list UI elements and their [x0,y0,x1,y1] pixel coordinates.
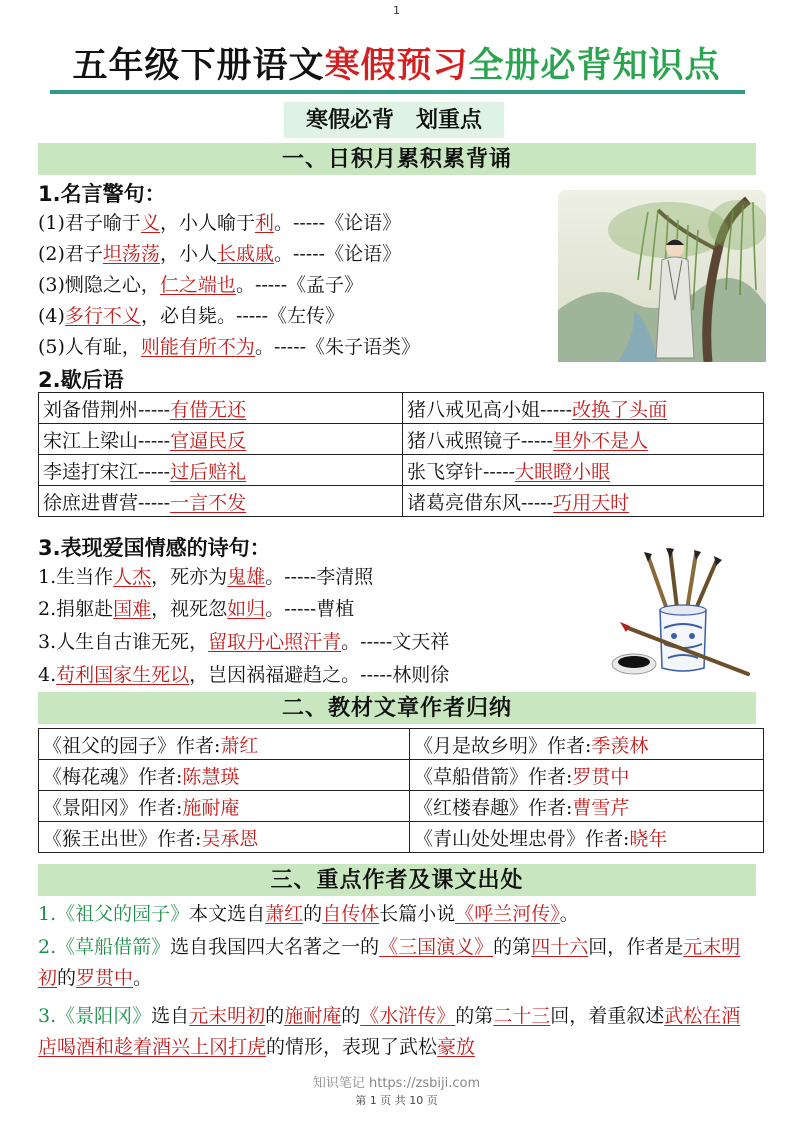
title-part-knowledge: 全册必背知识点 [468,45,721,86]
authors-table [38,728,764,853]
quote-line: (1)君子喻于义，小人喻于利。-----《论语》 [38,212,402,234]
brush-pot-illustration [608,548,758,688]
title-part-preview: 寒假预习 [324,45,469,86]
section1-band: 一、日积月累积累背诵 [38,143,756,175]
xiehouyu-table [38,392,764,517]
poem-line: 1.生当作人杰，死亦为鬼雄。-----李清照 [38,566,374,588]
section2-band: 二、教材文章作者归纳 [38,692,756,724]
heading-quotes: 1.名言警句： [38,182,166,206]
source-paragraph-3: 3.《景阳冈》选自元末明初的施耐庵的《水浒传》的第二十三回，着重叙述武松在酒店喝酒和趁着酒兴上冈打虎的情形，表现了武松豪放 [38,1005,741,1058]
table-row: 《猴王出世》作者:吴承恩 《青山处处埋忠骨》作者:晓年 [39,822,764,853]
table-row: 宋江上梁山-----官逼民反 猪八戒照镜子-----里外不是人 [39,424,764,455]
quote-line: (3)恻隐之心，仁之端也。-----《孟子》 [38,274,364,296]
poem-line: 4.苟利国家生死以，岂因祸福避趋之。-----林则徐 [38,664,450,686]
table-row: 《景阳冈》作者:施耐庵 《红楼春趣》作者:曹雪芹 [39,791,764,822]
quote-line: (5)人有耻，则能有所不为。-----《朱子语类》 [38,336,421,358]
table-row: 《祖父的园子》作者:萧红 《月是故乡明》作者:季羡林 [39,729,764,760]
section3-band: 三、重点作者及课文出处 [38,864,756,896]
table-row: 徐庶进曹营-----一言不发 诸葛亮借东风-----巧用天时 [39,486,764,517]
quote-line: (4)多行不义，必自毙。-----《左传》 [38,305,345,327]
table-row: 刘备借荆州-----有借无还 猪八戒见高小姐-----改换了头面 [39,393,764,424]
page-title [0,42,793,90]
source-paragraph-1: 1.《祖父的园子》本文选自萧红的自传体长篇小说《呼兰河传》。 [38,903,579,925]
footer-site: 知识笔记 https://zsbiji.com [312,1076,481,1091]
title-underline [50,90,745,94]
quote-line: (2)君子坦荡荡，小人长戚戚。-----《论语》 [38,243,402,265]
poem-line: 2.捐躯赴国难，视死忽如归。-----曹植 [38,598,355,620]
subtitle: 寒假必背 划重点 [284,102,504,138]
heading-xiehouyu: 2.歇后语 [38,368,124,392]
heading-poems: 3.表现爱国情感的诗句： [38,536,271,560]
scholar-illustration [558,190,766,362]
title-part-grade: 五年级下册语文 [72,45,325,86]
source-paragraph-2: 2.《草船借箭》选自我国四大名著之一的《三国演义》的第四十六回，作者是元末明初的罗贯中。 [38,936,741,989]
table-row: 李逵打宋江-----过后赔礼 张飞穿针-----大眼瞪小眼 [39,455,764,486]
page-number: 1 [393,4,400,17]
poem-line: 3.人生自古谁无死，留取丹心照汗青。-----文天祥 [38,631,450,653]
table-row: 《梅花魂》作者:陈慧瑛 《草船借箭》作者:罗贯中 [39,760,764,791]
footer-page: 第 1 页 共 10 页 [355,1094,438,1107]
